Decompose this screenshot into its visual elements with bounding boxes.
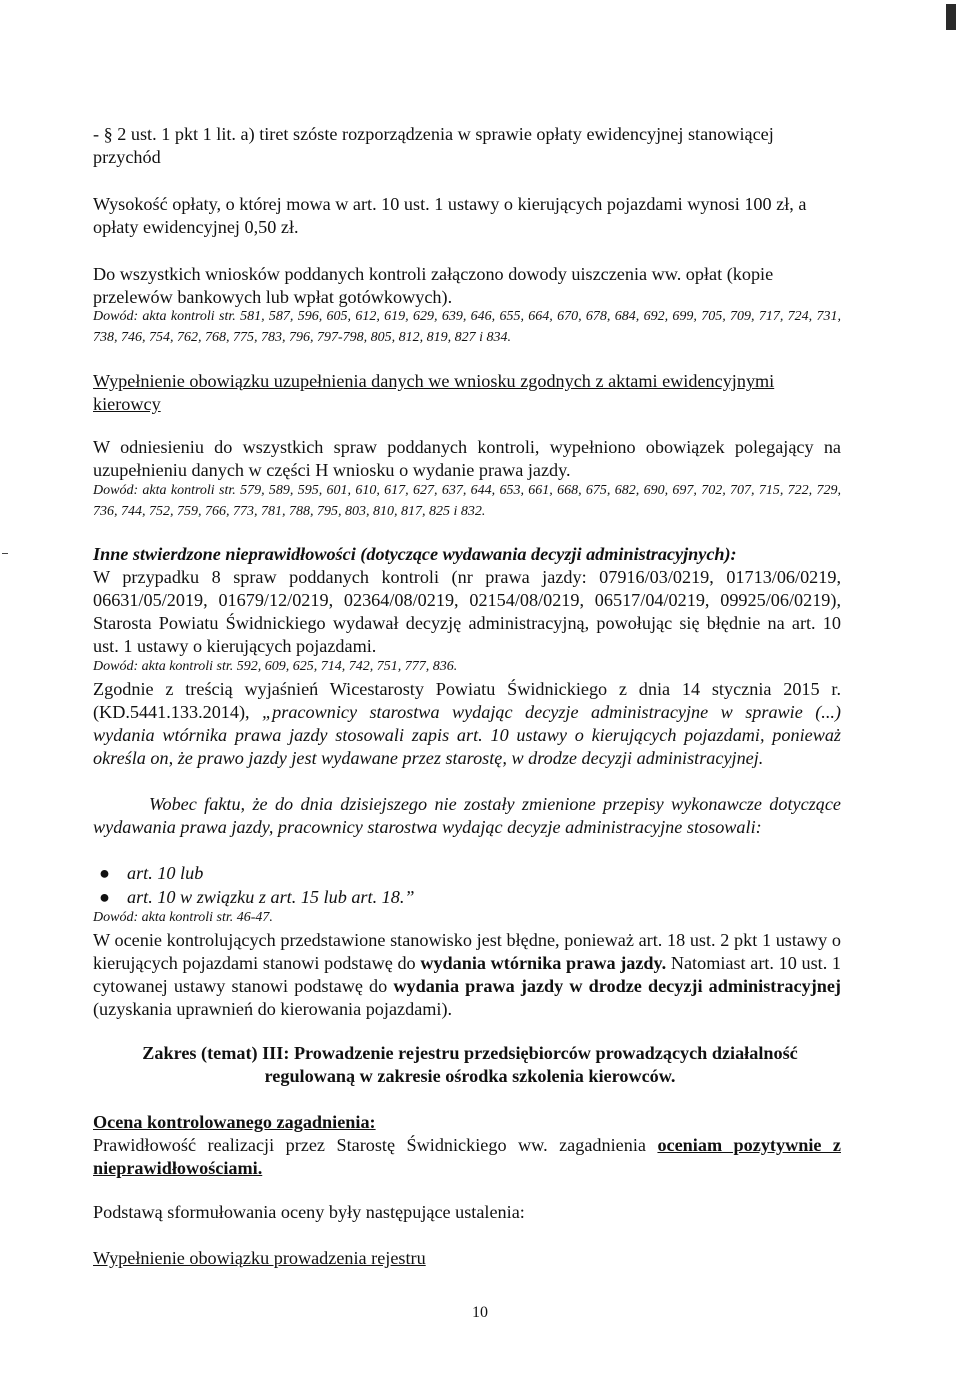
paragraph-data-completion: W odniesieniu do wszystkich spraw poddanych kontroli, wypełniono obowiązek polegający na uzupełnieniu danych w części H wniosku o wydanie prawa jazdy. xyxy=(93,437,841,480)
explanation-intro: Zgodnie z treścią wyjaśnień Wicestarosty Powiatu Świdnickiego z dnia 14 stycznia 2015 r. (KD.5441.133.2014), xyxy=(93,679,841,722)
paragraph-quote-continuation: Wobec faktu, że do dnia dzisiejszego nie zostały zmienione przepisy wykonawcze dotyczące wydawania prawa jazdy, pracownicy starostwa wydając decyzje administracyjne stosowali: xyxy=(93,794,841,837)
evaluation-verdict: oceniam pozytywnie z nieprawidłowościami. xyxy=(93,1135,841,1178)
scan-margin-mark xyxy=(2,553,8,554)
evidence-note-4: Dowód: akta kontroli str. 46-47. xyxy=(93,910,273,925)
scope-title-III: Zakres (temat) III: Prowadzenie rejestru przedsiębiorców prowadzących działalność regulowaną w zakresie ośrodka szkolenia kierowców. xyxy=(142,1043,798,1086)
paragraph-basis: Podstawą sformułowania oceny były następujące ustalenia: xyxy=(93,1202,525,1222)
scan-edge-mark xyxy=(946,4,956,30)
paragraph-vice-starost-explanation xyxy=(93,678,841,770)
paragraph-regulation-reference: - § 2 ust. 1 pkt 1 lit. a) tiret szóste rozporządzenia w sprawie opłaty ewidencyjnej stanowiącej przychód xyxy=(93,124,774,167)
assessment-bold-decision: wydania prawa jazdy w drodze decyzji administracyjnej xyxy=(393,976,841,996)
assessment-text: W ocenie kontrolujących przedstawione stanowisko jest błędne, ponieważ art. 18 ust. 2 pkt 1 ustawy o kierujących pojazdami stanowi podstawę do xyxy=(93,930,841,973)
evidence-note-1 xyxy=(93,306,841,348)
evidence-pages: 579, 589, 595, 601, 610, 617, 627, 637, 644, 653, 661, 668, 675, 682, 690, 697, 702, 707, 715, 722, 729, 736, 744, 752, 759, 766, 773, 781, 788, 795, 803, 810, 817, 825 i 832. xyxy=(93,483,842,519)
paragraph-fee-amount: Wysokość opłaty, o której mowa w art. 10 ust. 1 ustawy o kierujących pojazdami wynosi 100 zł, a opłaty ewidencyjnej 0,50 zł. xyxy=(93,194,807,237)
evaluation-heading: Ocena kontrolowanego zagadnienia: xyxy=(93,1112,376,1132)
assessment-text: (uzyskania uprawnień do kierowania pojazdami). xyxy=(93,999,453,1019)
paragraph-payment-proofs: Do wszystkich wniosków poddanych kontroli załączono dowody uiszczenia ww. opłat (kopie przelewów bankowych lub wpłat gotówkowych). xyxy=(93,264,774,307)
list-item-text: art. 10 lub xyxy=(127,863,204,883)
paragraph-controllers-assessment xyxy=(93,929,841,1021)
evidence-pages: 581, 587, 596, 605, 612, 619, 629, 639, 646, 655, 664, 670, 678, 684, 692, 699, 705, 709, 717, 724, 731, 738, 746, 754, 762, 768, 775, 783, 796, 797-798, 805, 812, 819, 827 i 834. xyxy=(93,309,842,345)
bullet-icon: ● xyxy=(99,863,110,883)
evidence-label: Dowód: akta kontroli str. xyxy=(93,483,236,498)
evidence-note-3: Dowód: akta kontroli str. 592, 609, 625, 714, 742, 751, 777, 836. xyxy=(93,659,458,674)
evaluation-text: Prawidłowość realizacji przez Starostę Świdnickiego ww. zagadnienia xyxy=(93,1135,658,1155)
paragraph-evaluation xyxy=(93,1134,841,1180)
assessment-bold-duplicate: wydania wtórnika prawa jazdy. xyxy=(420,953,667,973)
section-heading-data-completion: Wypełnienie obowiązku uzupełnienia danych we wniosku zgodnych z aktami ewidencyjnymi kierowcy xyxy=(93,371,775,414)
evidence-label: Dowód: akta kontroli str. xyxy=(93,309,236,324)
section-heading-irregularities: Inne stwierdzone nieprawidłowości (dotyczące wydawania decyzji administracyjnych): xyxy=(93,544,737,564)
section-heading-register: Wypełnienie obowiązku prowadzenia rejestru xyxy=(93,1248,426,1268)
list-item-text: art. 10 w związku z art. 15 lub art. 18.” xyxy=(127,887,415,907)
explanation-quote: „pracownicy starostwa wydając decyzje administracyjne w sprawie (...) wydania wtórnika prawa jazdy stosowali zapis art. 10 ustawy o kierujących pojazdami, ponieważ określa on, że prawo jazdy jest wydawane przez starostę, w drodze decyzji administracyjnej. xyxy=(93,702,841,768)
bullet-icon: ● xyxy=(99,887,110,907)
paragraph-eight-cases: W przypadku 8 spraw poddanych kontroli (nr prawa jazdy: 07916/03/0219, 01713/06/0219, 06631/05/2019, 01679/12/0219, 02364/08/0219, 02154/08/0219, 06517/04/0219, 09925/06/0219), Starosta Powiatu Świdnickiego wydawał decyzję administracyjną, powołując się błędnie na art. 10 ust. 1 ustawy o kierujących pojazdami. xyxy=(93,567,841,656)
evidence-note-2 xyxy=(93,480,841,522)
assessment-text: Natomiast art. 10 ust. 1 cytowanej ustawy stanowi podstawę do xyxy=(93,953,841,996)
page-number: 10 xyxy=(472,1304,488,1321)
